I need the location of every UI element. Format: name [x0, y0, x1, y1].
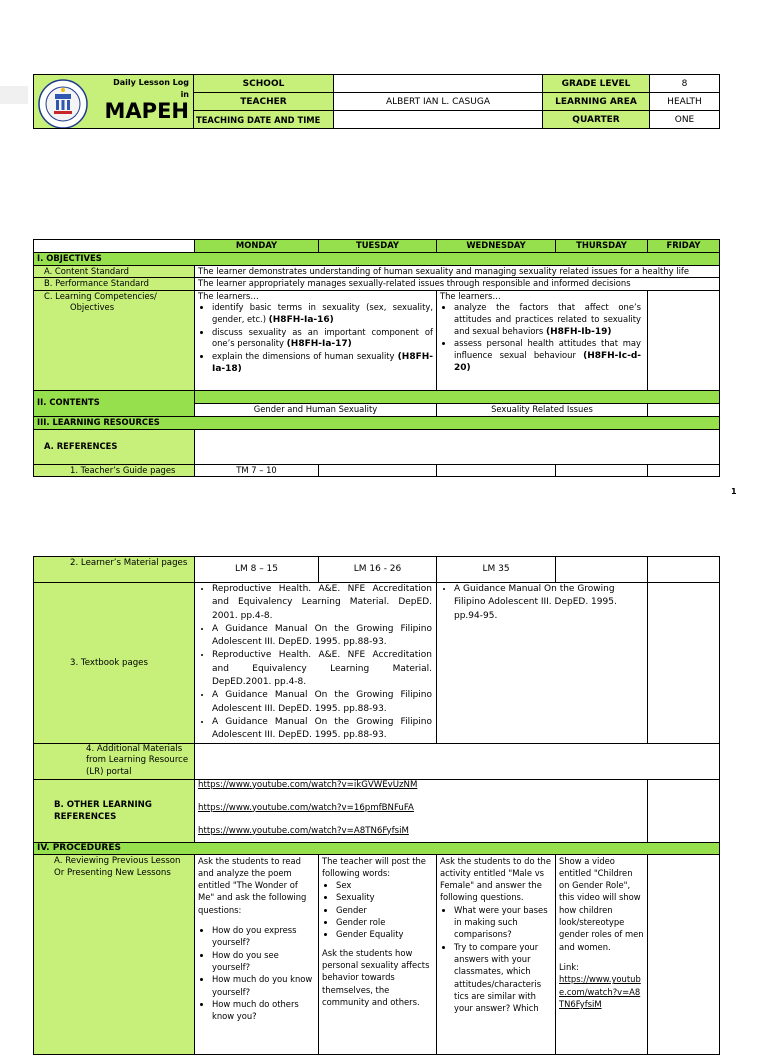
references-label: A. REFERENCES	[34, 429, 195, 464]
teaching-date-label: TEACHING DATE AND TIME	[194, 111, 334, 129]
teachers-guide-label: 1. Teacher’s Guide pages	[34, 464, 195, 477]
competency-item: • identify basic terms in sexuality (sex, sexuality, gender, etc.) (H8FH-Ia-16)	[212, 302, 433, 326]
quarter-label: QUARTER	[543, 111, 650, 129]
teacher-label: TEACHER	[194, 93, 334, 111]
performance-standard-label: B. Performance Standard	[34, 278, 195, 291]
subject-title: MAPEH	[104, 99, 189, 123]
learning-area-label: LEARNING AREA	[543, 93, 650, 111]
reviewing-lesson-label: A. Reviewing Previous Lesson Or Presenting New Lessons	[34, 854, 195, 1054]
word-item: • Sex	[336, 879, 433, 891]
reference-link-3[interactable]: https://www.youtube.com/watch?v=A8TN6FyfsiM	[198, 825, 409, 836]
teacher-value[interactable]: ALBERT IAN L. CASUGA	[334, 93, 543, 111]
day-header-tuesday: TUESDAY	[319, 240, 437, 253]
logo-title: Daily Lesson Log	[113, 78, 189, 87]
question-item: • How do you see yourself?	[212, 949, 315, 974]
question-item: • What were your bases in making such comparisons?	[454, 904, 552, 941]
reference-link-1[interactable]: https://www.youtube.com/watch?v=ikGVWEvUzNM	[198, 779, 418, 790]
teachers-guide-monday: TM 7 – 10	[195, 464, 319, 477]
section-learning-resources: III. LEARNING RESOURCES	[34, 416, 720, 429]
textbook-monday-tuesday	[195, 583, 437, 744]
procedure-thursday: Show a video entitled "Children on Gender Role", this video will show how children look/stereotype gender roles of men and women. Link: https://www.youtube.com/watch?v=A8TN6FyfsiM	[556, 854, 648, 1054]
procedure-monday: Ask the students to read and analyze the poem entitled "The Wonder of Me" and ask the following questions: • How do you express yourself? • How do you see yourself? • How much do you know yourself? • How much do others know you?	[195, 854, 319, 1054]
additional-materials-label: 4. Additional Materials from Learning Resource (LR) portal	[34, 743, 195, 779]
question-item: • How much do others know you?	[212, 998, 315, 1023]
learners-material-label: 2. Learner’s Material pages	[34, 557, 195, 583]
contents-monday-tuesday: Gender and Human Sexuality	[195, 403, 437, 416]
textbook-item: • A Guidance Manual On the Growing Filipino Adolescent III. DepED. 1995. pp.88-93.	[212, 716, 432, 743]
page-number: 1	[731, 487, 737, 496]
content-standard-text: The learner demonstrates understanding of human sexuality and managing sexuality related issues for a healthy life	[195, 265, 720, 278]
procedure-wednesday: Ask the students to do the activity entitled "Male vs Female" and answer the following questions. • What were your bases in making such comparisons? • Try to compare your answers with your classmates, which attitudes/characteris tics are similar with your answer? Which	[437, 854, 556, 1054]
thursday-video-link[interactable]: https://www.youtube.com/watch?v=A8TN6FyfsiM	[559, 974, 641, 1009]
day-header-friday: FRIDAY	[648, 240, 720, 253]
section-procedures: IV. PROCEDURES	[34, 842, 720, 854]
question-item: • Try to compare your answers with your classmates, which attitudes/characteris tics are similar with your answer? Which	[454, 941, 552, 1015]
performance-standard-text: The learner appropriately manages sexually-related issues through responsible and informed decisions	[195, 278, 720, 291]
contents-spacer	[195, 390, 720, 403]
procedure-friday	[648, 854, 720, 1054]
references-cell	[195, 429, 720, 464]
competency-item: • discuss sexuality as an important component of one’s personality (H8FH-Ia-17)	[212, 327, 433, 351]
competencies-wednesday-thursday: The learners… • analyze the factors that affect one’s attitudes and practices related to sexuality and sexual behaviors (H8FH-Ib-19) • assess personal health attitudes that may influence sexual behaviour (H8FH-Ic-d-20)	[437, 290, 648, 390]
contents-wednesday-thursday: Sexuality Related Issues	[437, 403, 648, 416]
lesson-table-page-1	[33, 239, 720, 477]
school-label: SCHOOL	[194, 75, 334, 93]
grade-level-label: GRADE LEVEL	[543, 75, 650, 93]
competency-item: • assess personal health attitudes that may influence sexual behaviour (H8FH-Ic-d-20)	[454, 338, 641, 375]
competencies-label: C. Learning Competencies/ Objectives	[34, 290, 195, 390]
question-item: • How do you express yourself?	[212, 924, 315, 949]
textbook-pages-label: 3. Textbook pages	[34, 583, 195, 744]
section-contents: II. CONTENTS	[34, 390, 195, 416]
competency-item: • analyze the factors that affect one’s attitudes and practices related to sexuality and sexual behaviors (H8FH-Ib-19)	[454, 302, 641, 338]
learners-material-monday: LM 8 – 15	[195, 557, 319, 583]
textbook-item: • A Guidance Manual On the Growing Filipino Adolescent III. DepED. 1995. pp.88-93.	[212, 689, 432, 716]
other-references-label: B. OTHER LEARNING REFERENCES	[34, 779, 195, 842]
quarter-value[interactable]: ONE	[650, 111, 720, 129]
section-objectives: I. OBJECTIVES	[34, 253, 720, 266]
textbook-item: • A Guidance Manual On the Growing Filipino Adolescent III. DepED. 1995. pp.94-95.	[454, 583, 644, 623]
day-header-thursday: THURSDAY	[556, 240, 648, 253]
word-item: • Gender role	[336, 916, 433, 928]
lesson-table-page-2	[33, 556, 720, 1055]
textbook-wednesday-thursday	[437, 583, 648, 744]
learning-area-value[interactable]: HEALTH	[650, 93, 720, 111]
competencies-monday-tuesday: The learners… • identify basic terms in sexuality (sex, sexuality, gender, etc.) (H8FH-Ia-16) • discuss sexuality as an important component of one’s personality (H8FH-Ia-17) • explain the dimensions of human sexuality (H8FH-Ia-18)	[195, 290, 437, 390]
header-table	[33, 74, 720, 129]
corner-cell	[34, 240, 195, 253]
word-item: • Gender Equality	[336, 928, 433, 940]
content-standard-label: A. Content Standard	[34, 265, 195, 278]
textbook-item: • Reproductive Health. A&E. NFE Accreditation and Equivalency Learning Material. DepED. 2001. pp.4-8.	[212, 583, 432, 623]
day-header-monday: MONDAY	[195, 240, 319, 253]
word-item: • Sexuality	[336, 891, 433, 903]
reference-link-2[interactable]: https://www.youtube.com/watch?v=16pmfBNFuFA	[198, 802, 414, 813]
learners-material-tuesday: LM 16 - 26	[319, 557, 437, 583]
logo-in: in	[180, 90, 189, 99]
competencies-friday	[648, 290, 720, 390]
logo-cell	[34, 75, 194, 129]
teaching-date-value[interactable]	[334, 111, 543, 129]
page-edge-shading	[0, 86, 28, 104]
contents-friday	[648, 403, 720, 416]
day-header-wednesday: WEDNESDAY	[437, 240, 556, 253]
other-references-links	[195, 779, 648, 842]
learners-material-wednesday: LM 35	[437, 557, 556, 583]
school-value[interactable]	[334, 75, 543, 93]
question-item: • How much do you know yourself?	[212, 973, 315, 998]
word-item: • Gender	[336, 904, 433, 916]
textbook-item: • Reproductive Health. A&E. NFE Accreditation and Equivalency Learning Material. DepED.2001. pp.4-8.	[212, 649, 432, 689]
competency-item: • explain the dimensions of human sexuality (H8FH-Ia-18)	[212, 351, 433, 376]
textbook-item: • A Guidance Manual On the Growing Filipino Adolescent III. DepED. 1995. pp.88-93.	[212, 623, 432, 650]
grade-level-value[interactable]: 8	[650, 75, 720, 93]
deped-seal-icon	[38, 79, 88, 129]
procedure-tuesday: The teacher will post the following words: • Sex • Sexuality • Gender • Gender role • Gender Equality Ask the students how personal sexuality affects behavior towards themselves, the community and others.	[319, 854, 437, 1054]
